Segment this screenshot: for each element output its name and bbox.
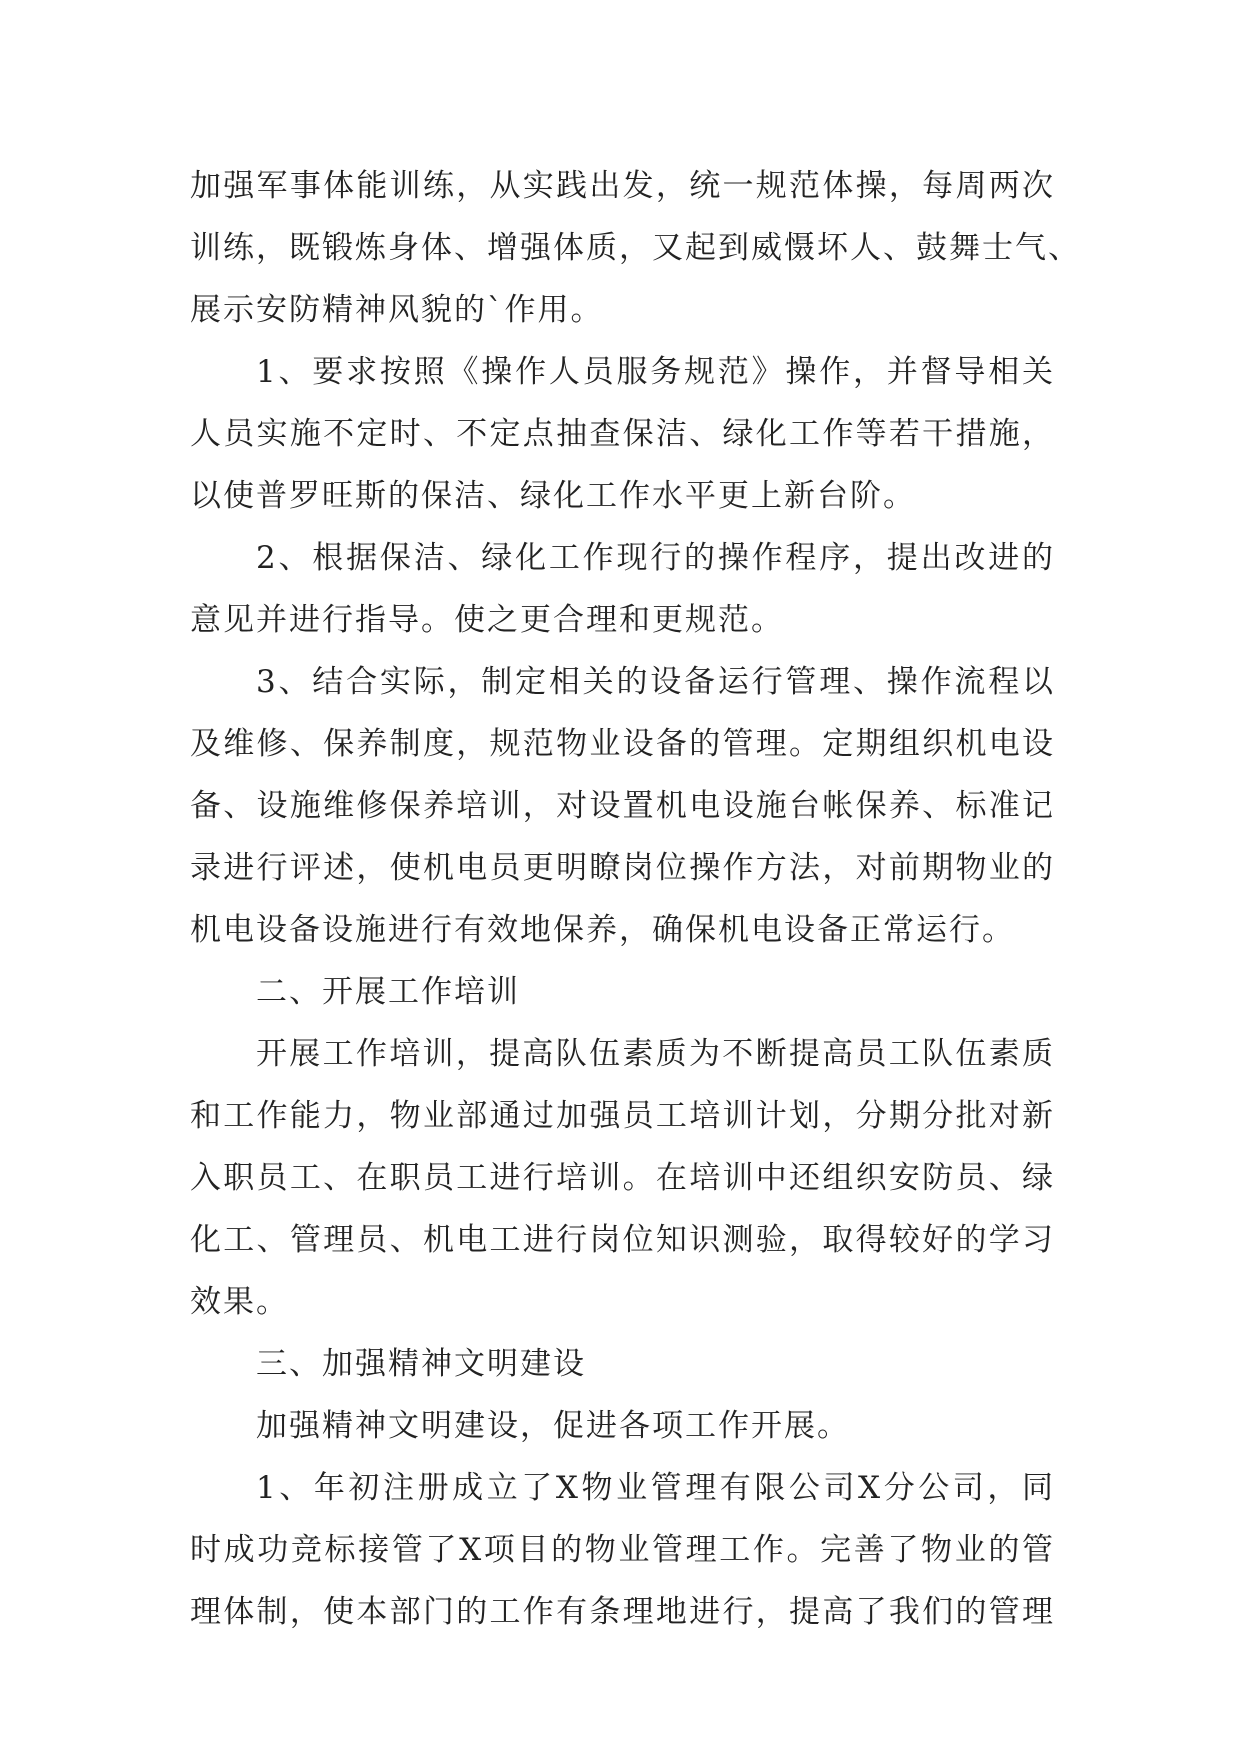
text-line: 时成功竞标接管了X项目的物业管理工作。完善了物业的管 (190, 1532, 1055, 1568)
text-line: 三、加强精神文明建设 (256, 1346, 586, 1382)
text-line: 加强军事体能训练，从实践出发，统一规范体操，每周两次 (190, 168, 1055, 204)
text-line: 二、开展工作培训 (256, 974, 520, 1010)
text-line: 备、设施维修保养培训，对设置机电设施台帐保养、标准记 (190, 788, 1055, 824)
text-line: 3、结合实际，制定相关的设备运行管理、操作流程以 (256, 664, 1055, 700)
text-line: 意见并进行指导。使之更合理和更规范。 (190, 602, 784, 638)
text-line: 录进行评述，使机电员更明瞭岗位操作方法，对前期物业的 (190, 850, 1055, 886)
text-line: 人员实施不定时、不定点抽查保洁、绿化工作等若干措施， (190, 416, 1055, 452)
text-line: 开展工作培训，提高队伍素质为不断提高员工队伍素质 (256, 1036, 1055, 1072)
text-line: 展示安防精神风貌的`作用。 (190, 292, 604, 328)
text-line: 以使普罗旺斯的保洁、绿化工作水平更上新台阶。 (190, 478, 916, 514)
text-line: 机电设备设施进行有效地保养，确保机电设备正常运行。 (190, 912, 1015, 948)
text-line: 1、要求按照《操作人员服务规范》操作，并督导相关 (256, 354, 1055, 390)
document-body (190, 155, 1081, 1643)
text-line: 训练，既锻炼身体、增强体质，又起到威慑坏人、鼓舞士气、 (190, 230, 1081, 266)
text-line: 理体制，使本部门的工作有条理地进行，提高了我们的管理 (190, 1594, 1055, 1630)
text-line: 入职员工、在职员工进行培训。在培训中还组织安防员、绿 (190, 1160, 1055, 1196)
text-line: 1、年初注册成立了X物业管理有限公司X分公司，同 (256, 1470, 1055, 1506)
text-line: 加强精神文明建设，促进各项工作开展。 (256, 1408, 850, 1444)
text-line: 2、根据保洁、绿化工作现行的操作程序，提出改进的 (256, 540, 1055, 576)
text-line: 效果。 (190, 1284, 289, 1320)
text-line: 和工作能力，物业部通过加强员工培训计划，分期分批对新 (190, 1098, 1055, 1134)
text-line: 及维修、保养制度，规范物业设备的管理。定期组织机电设 (190, 726, 1055, 762)
text-line: 化工、管理员、机电工进行岗位知识测验，取得较好的学习 (190, 1222, 1055, 1258)
